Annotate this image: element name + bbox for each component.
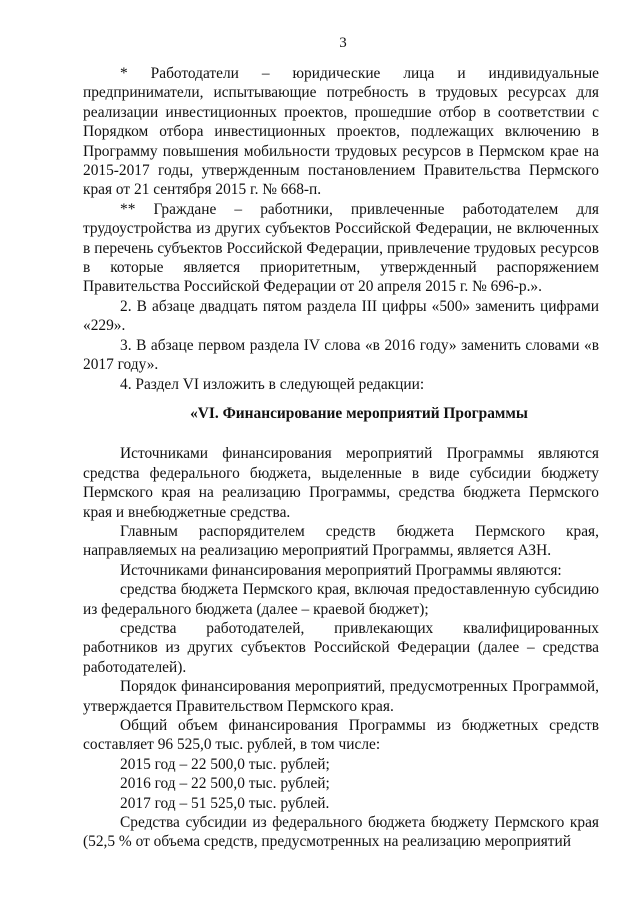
footnote-citizens: ** Граждане – работники, привлеченные работодателем для трудоустройства из других субъектов Российской Федерации, не включенных в перечень субъектов Российской Федерации, привлечение трудовых ресурсов в которые является приоритетным, утвержденный распоряжением Правительства Российской Федерации от 20 апреля 2015 г. № 696-р.».: [83, 200, 599, 296]
amendment-item-2: 2. В абзаце двадцать пятом раздела III цифры «500» заменить цифрами «229».: [83, 297, 599, 335]
regional-budget-item: средства бюджета Пермского края, включая предоставленную субсидию из федерального бюджета (далее – краевой бюджет);: [83, 581, 599, 618]
amendment-item-4: 4. Раздел VI изложить в следующей редакции:: [120, 375, 425, 393]
employer-funds-item: средства работодателей, привлекающих квалифицированных работников из других субъектов Российской Федерации (далее – средства работодателей).: [83, 619, 599, 676]
amount-2017: 2017 год – 51 525,0 тыс. рублей.: [120, 794, 330, 812]
total-funding-paragraph: Общий объем финансирования Программы из бюджетных средств составляет 96 525,0 тыс. рублей, в том числе:: [83, 717, 599, 754]
funding-sources-list-intro: Источниками финансирования мероприятий Программы являются:: [120, 561, 562, 579]
section-heading: «VI. Финансирование мероприятий Программы: [190, 404, 528, 422]
chief-administrator-paragraph: Главным распорядителем средств бюджета Пермского края, направляемых на реализацию мероприятий Программы, является АЗН.: [83, 522, 599, 560]
federal-subsidy-paragraph: Средства субсидии из федерального бюджета бюджету Пермского края (52,5 % от объема средств, предусмотренных на реализацию мероприятий: [83, 814, 599, 851]
footnote-employers: * Работодатели – юридические лица и индивидуальные предприниматели, испытывающие потребность в трудовых ресурсах для реализации инвестиционных проектов, прошедшие отбор в соответствии с Порядком отбора инвестиционных проектов, подлежащих включению в Программу повышения мобильности трудовых ресурсов в Пермском крае на 2015-2017 годы, утвержденным постановлением Правительства Пермского края от 21 сентября 2015 г. № 668-п.: [83, 65, 599, 199]
funding-sources-paragraph: Источниками финансирования мероприятий Программы являются средства федерального бюджета, выделенные в виде субсидии бюджету Пермского края на реализацию Программы, средства бюджета Пермского края и внебюджетные средства.: [83, 445, 599, 521]
amount-2016: 2016 год – 22 500,0 тыс. рублей;: [120, 775, 330, 793]
page-number: 3: [339, 35, 347, 51]
amount-2015: 2015 год – 22 500,0 тыс. рублей;: [120, 755, 330, 773]
amendment-item-3: 3. В абзаце первом раздела IV слова «в 2016 году» заменить словами «в 2017 году».: [83, 336, 599, 374]
funding-procedure-paragraph: Порядок финансирования мероприятий, предусмотренных Программой, утверждается Правительством Пермского края.: [83, 678, 599, 715]
